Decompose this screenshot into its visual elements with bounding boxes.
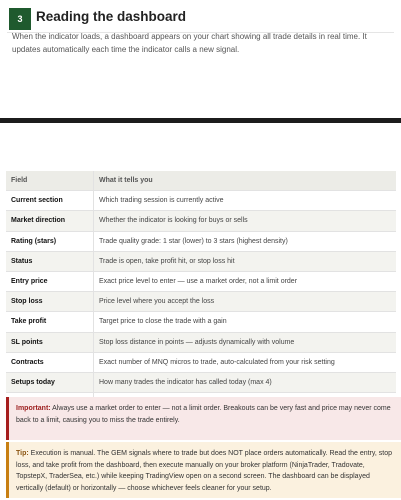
section-title: Reading the dashboard xyxy=(36,9,187,24)
field-description: Which trading session is currently active xyxy=(94,191,397,211)
important-text: Always use a market order to enter — not a limit order. Breakouts can be very fast and price may never come back to a limit, causing you to miss the trade entirely. xyxy=(16,405,391,424)
important-callout xyxy=(6,397,401,440)
table-row xyxy=(6,191,396,211)
field-name: Current section xyxy=(6,191,94,211)
field-name: Market direction xyxy=(6,211,94,231)
field-name: Setups today xyxy=(6,372,94,392)
field-name: Contracts xyxy=(6,352,94,372)
table-row xyxy=(6,372,396,392)
table-row xyxy=(6,332,396,352)
field-description: Exact number of MNQ micros to trade, auto-calculated from your risk setting xyxy=(94,352,397,372)
table-header-row xyxy=(6,171,396,191)
important-label: Important: xyxy=(16,405,51,412)
table-row xyxy=(6,292,396,312)
table-row xyxy=(6,352,396,372)
field-description: Stop loss distance in points — adjusts dynamically with volume xyxy=(94,332,397,352)
table-row xyxy=(6,271,396,291)
tip-label: Tip: xyxy=(16,450,29,457)
field-name: Stop loss xyxy=(6,292,94,312)
field-name: Entry price xyxy=(6,271,94,291)
table-row xyxy=(6,312,396,332)
table-row xyxy=(6,211,396,231)
field-description: Price level where you accept the loss xyxy=(94,292,397,312)
tip-text: Execution is manual. The GEM signals where to trade but does NOT place orders automatically. Read the entry, stop loss, and take profit from the dashboard, then execute manually on your broker platform (NinjaTrader, Tradovate, TopstepX, TraderSea, etc.) while keeping TradingView open on a second screen. The dashboard can be displayed vertically (default) or horizontally — choose whichever feels cleaner for your setup. xyxy=(16,450,392,492)
column-header-field: Field xyxy=(6,171,94,191)
tip-callout xyxy=(6,442,401,498)
field-name: SL points xyxy=(6,332,94,352)
field-name: Rating (stars) xyxy=(6,231,94,251)
dashboard-fields-table xyxy=(6,171,396,413)
table-row xyxy=(6,231,396,251)
field-description: Target price to close the trade with a gain xyxy=(94,312,397,332)
field-description: How many trades the indicator has called today (max 4) xyxy=(94,372,397,392)
intro-paragraph: When the indicator loads, a dashboard appears on your chart showing all trade details in real time. It updates automatically each time the indicator calls a new signal. xyxy=(12,32,367,54)
column-header-description: What it tells you xyxy=(94,171,397,191)
section-header xyxy=(7,6,394,33)
field-name: Take profit xyxy=(6,312,94,332)
field-name: Status xyxy=(6,251,94,271)
field-description: Exact price level to enter — use a market order, not a limit order xyxy=(94,271,397,291)
field-description: Trade is open, take profit hit, or stop loss hit xyxy=(94,251,397,271)
divider-band xyxy=(0,118,401,123)
step-number-badge: 3 xyxy=(9,8,31,30)
field-description: Whether the indicator is looking for buys or sells xyxy=(94,211,397,231)
field-description: Trade quality grade: 1 star (lower) to 3 stars (highest density) xyxy=(94,231,397,251)
table-row xyxy=(6,251,396,271)
